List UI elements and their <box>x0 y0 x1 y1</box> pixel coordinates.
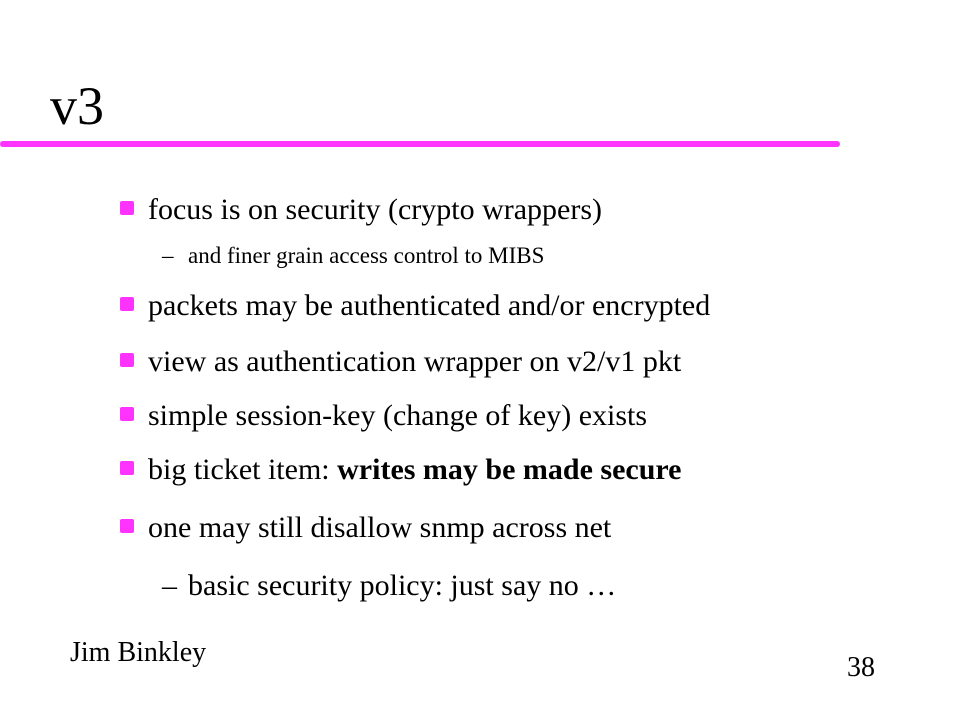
diamond-bullet-icon <box>120 461 134 475</box>
sub-item-policy <box>162 568 616 604</box>
bullet-text: focus is on security (crypto wrappers) <box>148 193 603 226</box>
sub-item-access-control <box>162 242 544 270</box>
footer-author: Jim Binkley <box>70 637 207 668</box>
dash-marker: – <box>162 243 174 268</box>
sub-item-text: and finer grain access control to MIBS <box>188 243 545 268</box>
bullet-text <box>148 452 682 488</box>
sub-item-text: basic security policy: just say no … <box>188 569 617 602</box>
diamond-bullet-icon <box>120 353 134 367</box>
bullet-text: one may still disallow snmp across net <box>148 511 612 544</box>
diamond-bullet-icon <box>120 201 134 215</box>
bullet-text: view as authentication wrapper on v2/v1 pkt <box>148 345 682 378</box>
title-underline <box>0 141 840 147</box>
slide-title: v3 <box>50 76 104 136</box>
bullet-text-plain: big ticket item: <box>148 453 338 486</box>
diamond-bullet-icon <box>120 407 134 421</box>
bullet-text-bold: writes may be made secure <box>337 453 682 486</box>
bullet-text: simple session-key (change of key) exists <box>148 399 648 432</box>
diamond-bullet-icon <box>120 297 134 311</box>
diamond-bullet-icon <box>120 519 134 533</box>
page-number: 38 <box>847 652 875 683</box>
dash-marker: – <box>162 569 177 602</box>
bullet-text: packets may be authenticated and/or encrypted <box>148 289 711 322</box>
